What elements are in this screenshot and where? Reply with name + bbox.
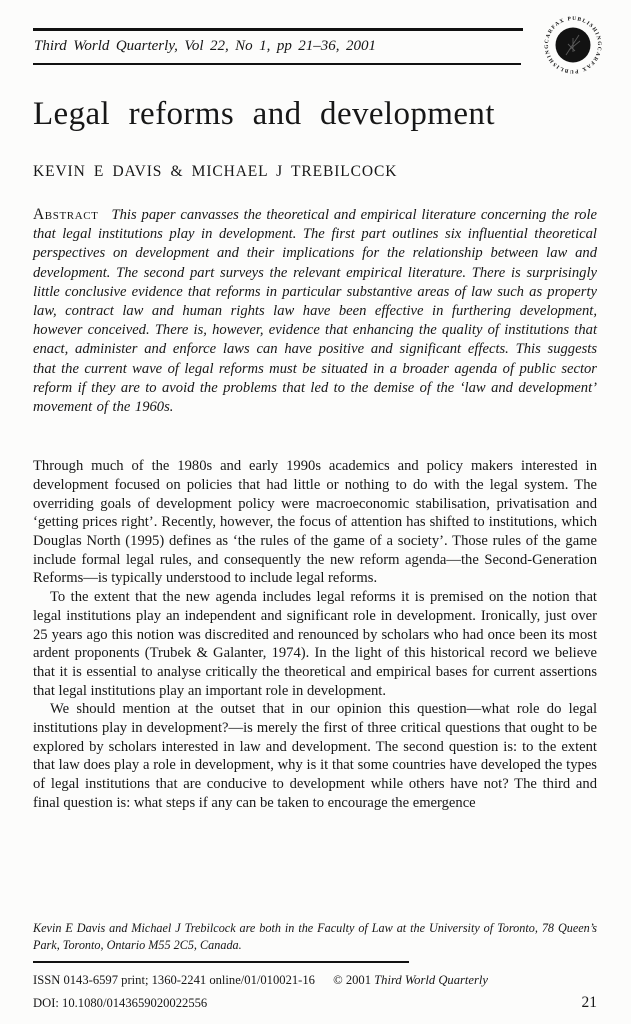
issn-line	[33, 973, 597, 988]
page-number: 21	[581, 994, 597, 1011]
doi-text: DOI: 10.1080/0143659020022556	[33, 996, 208, 1010]
header-rule-bottom	[33, 63, 521, 65]
article-authors: KEVIN E DAVIS & MICHAEL J TREBILCOCK	[33, 163, 398, 180]
body-paragraph-1: Through much of the 1980s and early 1990s academics and policy makers interested in development focused on policies that had little or nothing to do with the legal system. The overriding goals of development policy were macroeconomic stabilisation, privatisation and ‘getting prices right’. Recently, however, the focus of attention has shifted to institutions, which Douglas North (1995) defines as ‘the rules of the game of a society’. Those rules of the game include formal legal rules, and consequently the new reform agenda—the Second-Generation Reforms—is typically understood to include legal reforms.	[33, 458, 597, 587]
footer-rule	[33, 961, 409, 963]
body-paragraph-3: We should mention at the outset that in our opinion this question—what role do legal institutions play in development?—is merely the first of three critical questions that ought to be explored by scholars interested in law and development. The second question is: to the extent that law does play a role in development, why is it that some countries have developed the types of legal institutions that are conducive to development while others have not? The third and final question is: what steps if any can be taken to encourage the emergence	[33, 701, 597, 811]
carfax-publishing-logo-icon	[542, 14, 604, 76]
copyright-text: © 2001	[333, 973, 372, 987]
article-title: Legal reforms and development	[33, 96, 495, 132]
doi-line	[33, 994, 597, 1012]
logo-ring-text-bottom: CARFAX PUBLISHING	[543, 43, 603, 75]
issn-text: ISSN 0143-6597 print; 1360-2241 online/01/010021-16	[33, 973, 315, 987]
author-affiliation-footnote: Kevin E Davis and Michael J Trebilcock are both in the Faculty of Law at the University of Toronto, 78 Queen’s Park, Toronto, Ontario M55 2C5, Canada.	[33, 921, 597, 952]
abstract-label: Abstract	[33, 206, 99, 223]
journal-citation: Third World Quarterly, Vol 22, No 1, pp 21–36, 2001	[34, 38, 376, 54]
copyright-journal-name: Third World Quarterly	[374, 973, 488, 987]
logo-ring-text-top: CARFAX PUBLISHING	[543, 15, 603, 47]
page-footer	[33, 920, 597, 1012]
body-paragraph-2: To the extent that the new agenda includes legal reforms it is premised on the notion that legal institutions play an independent and significant role in development. Ironically, just over 25 years ago this notion was discredited and renounced by scholars who had once been its most ardent proponents (Trubek & Galanter, 1974). In the light of this historical record we believe that it is essential to analyse critically the theoretical and empirical bases for current assertions that legal institutions play an important role in development.	[33, 589, 597, 699]
journal-header	[33, 15, 603, 75]
abstract-section	[33, 205, 597, 417]
abstract-text: This paper canvasses the theoretical and empirical literature concerning the role that legal institutions play in development. The first part outlines six influential theoretical perspectives on development and their implications for the relationship between law and development. The second part surveys the relevant empirical literature. There is surprisingly little conclusive evidence that reforms in particular substantive areas of law such as property law, contract law and human rights law have been effective in furthering development, however conceived. There is, however, evidence that enhancing the quality of institutions that enact, administer and enforce laws can have positive and significant effects. This suggests that the current wave of legal reforms must be situated in a broader agenda of public sector reform if they are to avoid the problems that led to the demise of the ‘law and development’ movement of the 1960s.	[33, 207, 597, 416]
article-body	[33, 457, 597, 812]
